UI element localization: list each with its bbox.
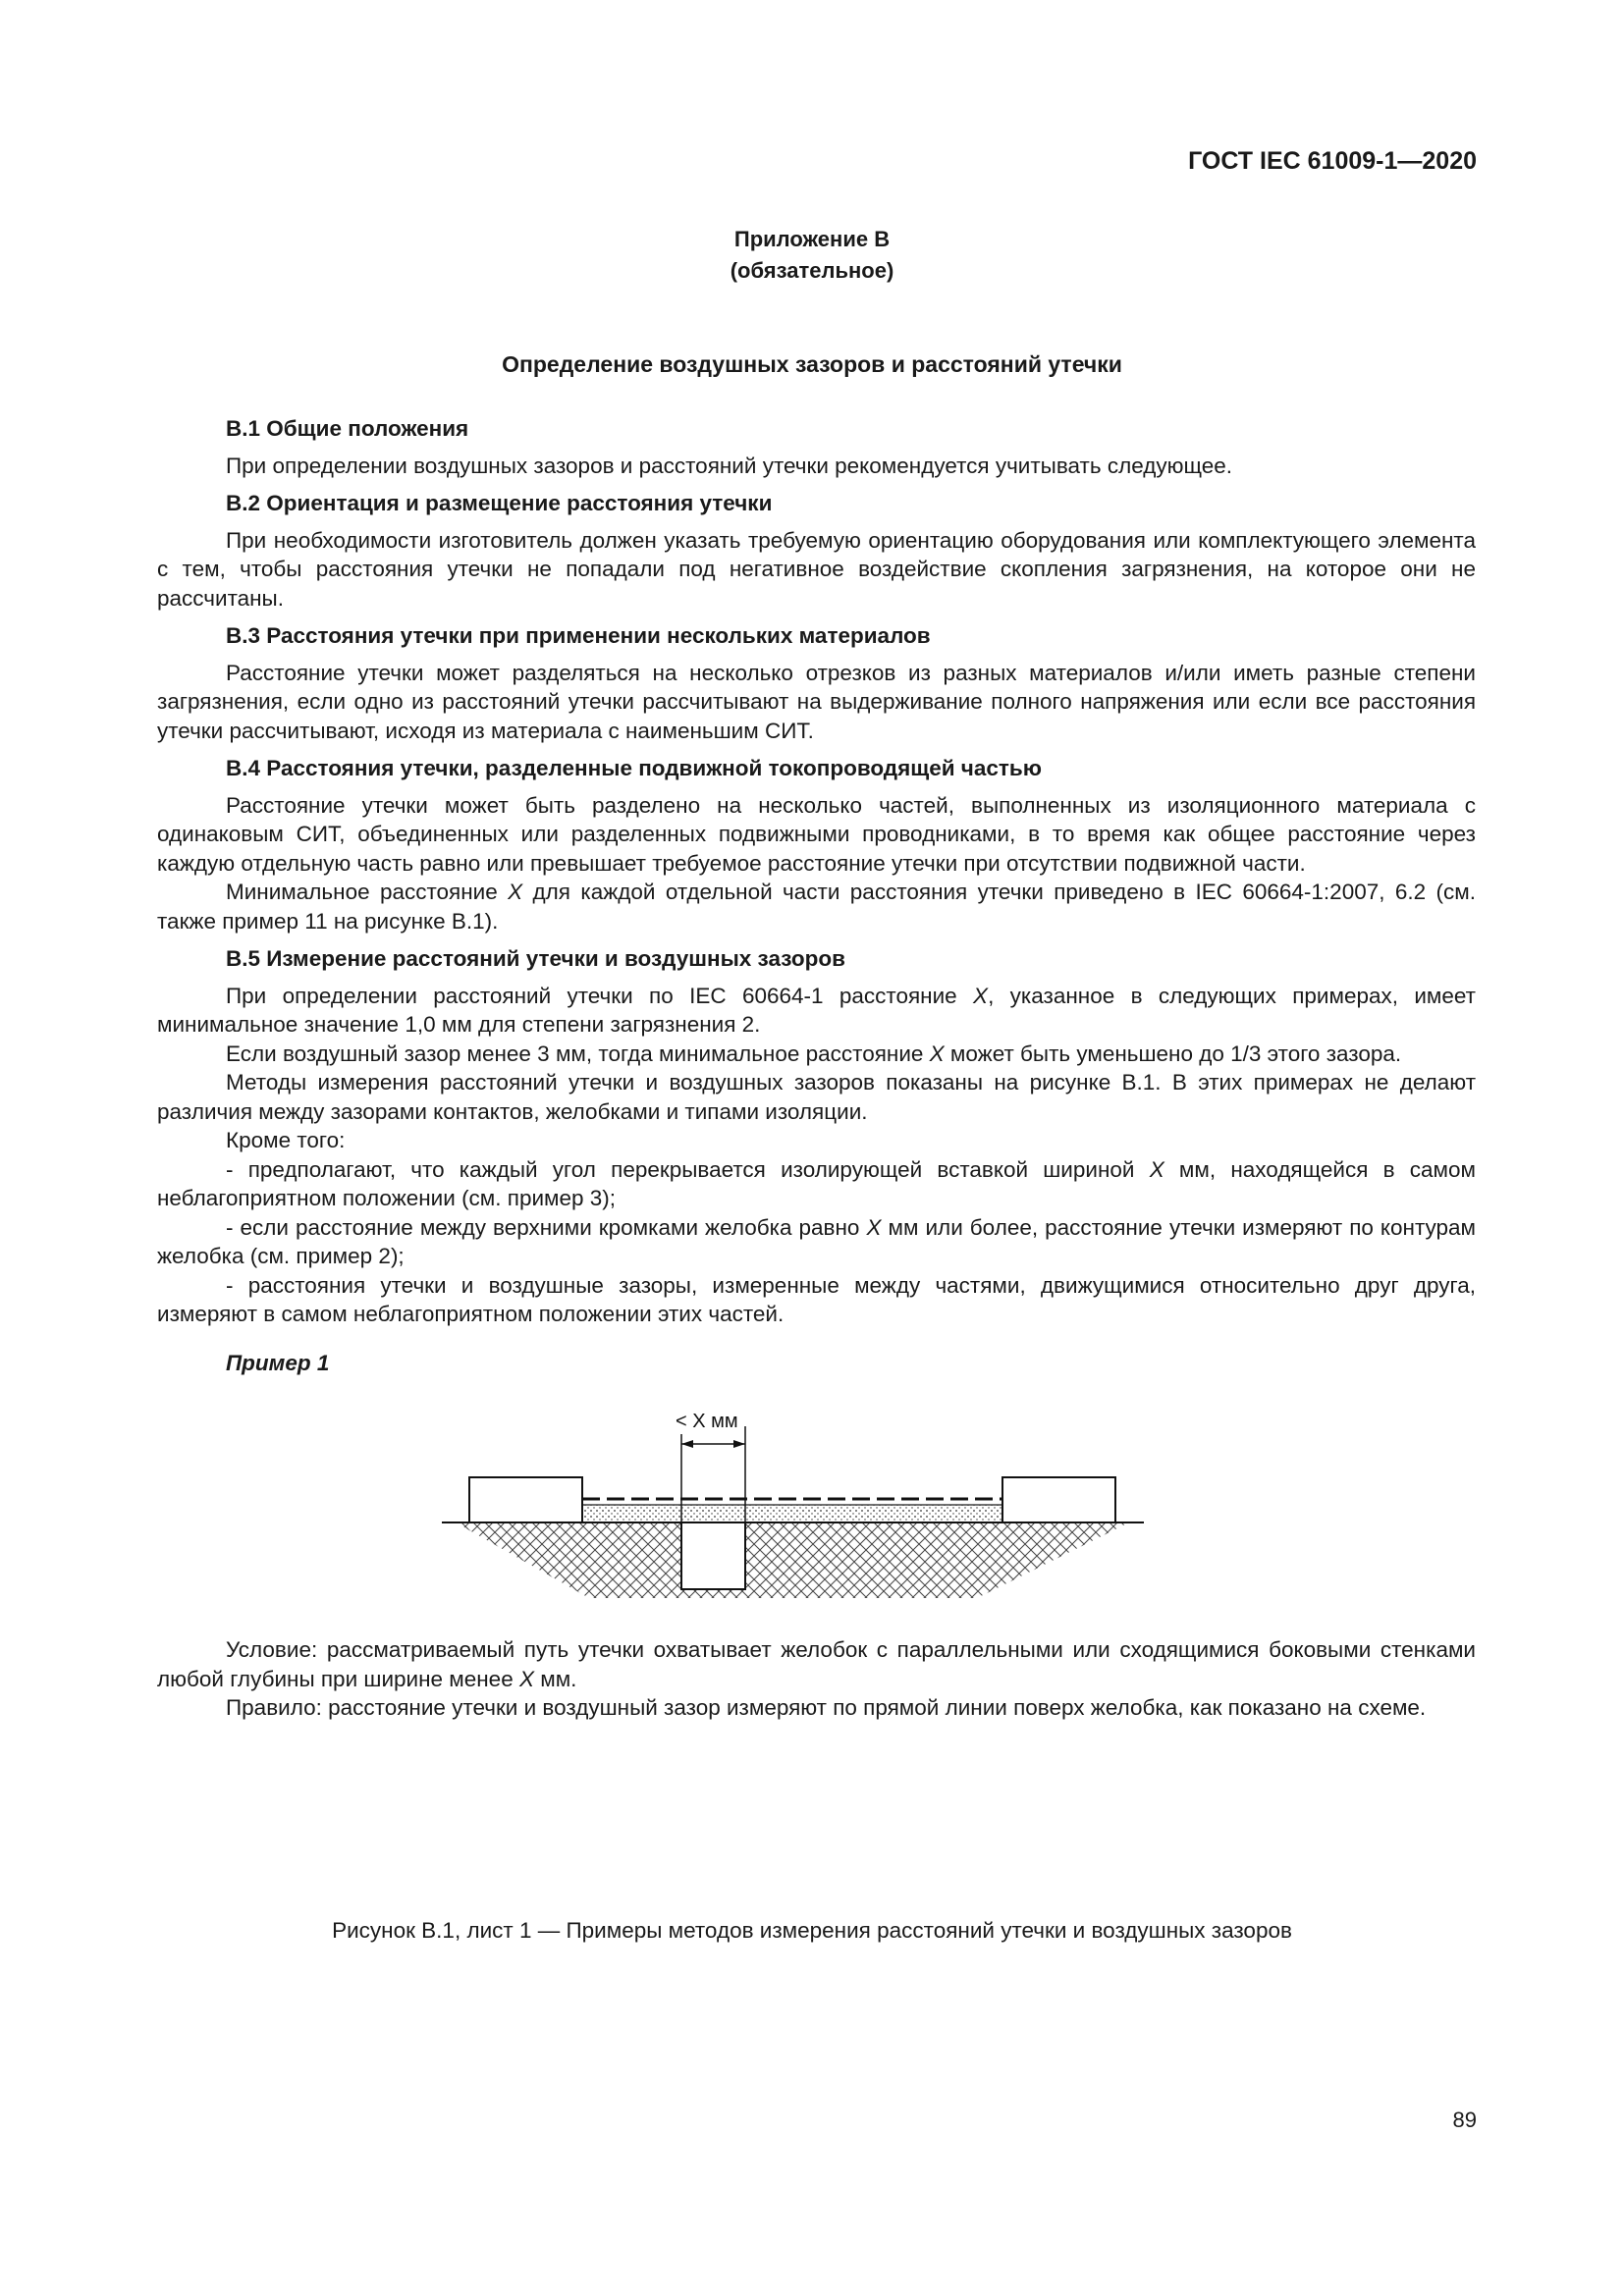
annex-title: Определение воздушных зазоров и расстояний утечки (502, 351, 1122, 377)
conductor-left (469, 1477, 582, 1522)
groove-diagram (442, 1397, 1188, 1598)
list-item: - если расстояние между верхними кромками желобка равно X мм или более, расстояние утечки измеряют по контурам желобка (см. пример 2); (157, 1214, 1477, 1268)
symbol-x: X (1149, 1156, 1164, 1182)
symbol-x: X (866, 1214, 882, 1240)
example-condition: Условие: рассматриваемый путь утечки охватывает желобок с параллельными или сходящимися боковыми стенками любой глубины при ширине менее X мм. (157, 1637, 1476, 1691)
dimension-arrow-right (733, 1440, 745, 1448)
example-rule: Правило: расстояние утечки и воздушный зазор измеряют по прямой линии поверх желобка, как показано на схеме. (226, 1695, 1427, 1720)
page-number: 89 (1452, 2108, 1477, 2132)
section-text-b5-3: Методы измерения расстояний утечки и воздушных зазоров показаны на рисунке B.1. В этих примерах не делают различия между зазорами контактов, желобками и типами изоляции. (157, 1070, 1476, 1124)
insulation-layer (582, 1505, 1002, 1522)
list-item: - расстояния утечки и воздушные зазоры, измеренные между частями, движущимися относительно друг друга, измеряют в самом неблагоприятном положении этих частей. (157, 1272, 1476, 1326)
conductor-right (1002, 1477, 1115, 1522)
list-item: - предполагают, что каждый угол перекрывается изолирующей вставкой шириной X мм, находящейся в самом неблагоприятном положении (см. пример 3); (157, 1156, 1476, 1210)
section-text-b4-2: Минимальное расстояние X для каждой отдельной части расстояния утечки приведено в IEC 60664-1:2007, 6.2 (см. также пример 11 на рисунке B.1). (157, 880, 1476, 934)
section-text-b1: При определении воздушных зазоров и расстояний утечки рекомендуется учитывать следующее. (226, 453, 1233, 478)
section-text-b4-1: Расстояние утечки может быть разделено на несколько частей, выполненных из изоляционного материала с одинаковым СИТ, объединенных или разделенных подвижными проводниками, в то время как общее расстояние через каждую отдельную часть равно или превышает требуемое расстояние утечки при отсутствии подвижной части. (157, 792, 1476, 876)
standard-designation: ГОСТ IEC 61009-1—2020 (1188, 147, 1477, 175)
symbol-x: X (518, 1666, 534, 1691)
symbol-x: X (508, 880, 523, 904)
section-heading-b5: B.5 Измерение расстояний утечки и воздушных зазоров (226, 946, 845, 971)
annex-label: Приложение B (733, 227, 891, 251)
section-text-b2: При необходимости изготовитель должен указать требуемую ориентацию оборудования или комплектующего элемента с тем, чтобы расстояния утечки не попадали под негативное воздействие скопления загрязнения, на которое они не рассчитаны. (157, 527, 1476, 611)
section-text-b3: Расстояние утечки может разделяться на несколько отрезков из разных материалов и/или иметь разные степени загрязнения, если одно из расстояний утечки рассчитывают на выдерживание полного напряжения или если все расстояния утечки рассчитывают, исходя из материала с наименьшим СИТ. (157, 660, 1476, 743)
section-text-b5-4: Кроме того: (226, 1128, 346, 1152)
section-text-b5-1: При определении расстояний утечки по IEC 60664-1 расстояние X, указанное в следующих примерах, имеет минимальное значение 1,0 мм для степени загрязнения 2. (157, 983, 1476, 1037)
example-label: Пример 1 (226, 1350, 330, 1375)
symbol-x: X (929, 1041, 945, 1066)
section-heading-b1: B.1 Общие положения (226, 416, 469, 441)
annex-heading (0, 224, 1624, 287)
substrate-hatch (456, 1522, 1129, 1598)
section-heading-b3: B.3 Расстояния утечки при применении нескольких материалов (226, 623, 931, 648)
section-text-b5-2: Если воздушный зазор менее 3 мм, тогда минимальное расстояние X может быть уменьшено до 1/3 этого зазора. (226, 1041, 1402, 1066)
main-content (157, 414, 1476, 1723)
groove (681, 1522, 745, 1589)
figure-caption: Рисунок B.1, лист 1 — Примеры методов измерения расстояний утечки и воздушных зазоров (332, 1918, 1292, 1943)
figure-example-1 (157, 1397, 1476, 1598)
dimension-label: < X мм (676, 1411, 738, 1432)
annex-status: (обязательное) (730, 258, 894, 283)
symbol-x: X (973, 983, 989, 1008)
dimension-arrow-left (681, 1440, 693, 1448)
section-heading-b4: B.4 Расстояния утечки, разделенные подвижной токопроводящей частью (226, 756, 1042, 780)
section-heading-b2: B.2 Ориентация и размещение расстояния утечки (226, 491, 773, 515)
